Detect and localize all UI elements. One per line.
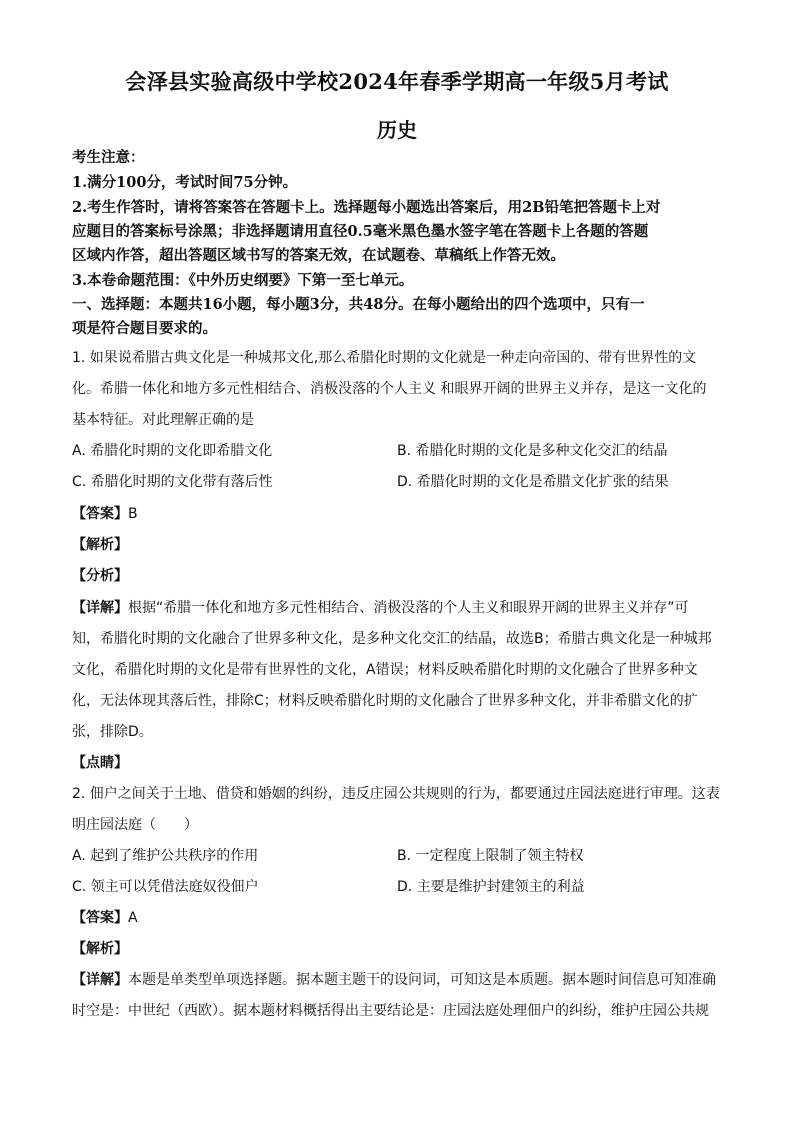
- q1-detail-line-5: 张，排除D。: [72, 724, 153, 740]
- q1-option-d: D. 希腊化时期的文化是希腊文化扩张的结果: [397, 474, 669, 490]
- q1-option-a: A. 希腊化时期的文化即希腊文化: [72, 443, 273, 459]
- notice-item-2-line-1: 2.考生作答时，请将答案答在答题卡上。选择题每小题选出答案后，用2B铅笔把答题卡上对: [72, 199, 661, 216]
- q2-jiexi-label: 【解析】: [72, 941, 128, 957]
- q2-option-d: D. 主要是维护封建领主的利益: [397, 879, 585, 895]
- q1-answer-label: 【答案】: [72, 506, 128, 522]
- q2-detail-label: 【详解】: [72, 972, 128, 988]
- notice-item-3: 3.本卷命题范围：《中外历史纲要》下第一至七单元。: [72, 272, 414, 289]
- notice-heading: 考生注意：: [72, 149, 145, 166]
- q2-detail-line-2: 时空是：中世纪（西欧）。据本题材料概括得出主要结论是：庄园法庭处理佃户的纠纷，维护庄园公共规: [72, 1003, 709, 1019]
- q1-detail-line-4: 化，无法体现其落后性，排除C；材料反映希腊化时期的文化融合了世界多种文化，并非希腊文化的扩: [72, 693, 698, 709]
- q2-option-c: C. 领主可以凭借法庭奴役佃户: [72, 879, 259, 895]
- exam-title: 会泽县实验高级中学校2024年春季学期高一年级5月考试: [125, 69, 669, 94]
- q2-stem-line-2: 明庄园法庭（ ）: [72, 817, 198, 833]
- q1-detail-line-1: [72, 595, 689, 621]
- section-1-line-1: 一、选择题：本题共16小题，每小题3分，共48分。在每小题给出的四个选项中，只有一: [72, 296, 645, 313]
- q1-detail-line-3: 文化，希腊化时期的文化是带有世界性的文化，A错误；材料反映希腊化时期的文化融合了世界多种文: [72, 662, 698, 678]
- q1-option-c: C. 希腊化时期的文化带有落后性: [72, 474, 273, 490]
- notice-item-2-line-2: 应题目的答案标号涂黑；非选择题请用直径0.5毫米黑色墨水签字笔在答题卡上各题的答题: [72, 223, 649, 240]
- q2-detail-line-1: [72, 967, 716, 993]
- q2-answer: [72, 905, 138, 931]
- q1-stem-line-1: 1. 如果说希腊古典文化是一种城邦文化,那么希腊化时期的文化就是一种走向帝国的、带有世界性的文: [72, 350, 697, 366]
- q1-answer: [72, 501, 138, 527]
- q1-option-b: B. 希腊化时期的文化是多种文化交汇的结晶: [397, 443, 668, 459]
- q1-stem-line-3: 基本特征。对此理解正确的是: [72, 412, 254, 428]
- q1-stem-line-2: 化。希腊一体化和地方多元性相结合、消极没落的个人主义 和眼界开阔的世界主义并存，是这一文化的: [72, 381, 707, 397]
- q1-answer-value: B: [128, 506, 138, 522]
- notice-item-1: 1.满分100分，考试时间75分钟。: [72, 174, 298, 191]
- q1-detail-label: 【详解】: [72, 600, 128, 616]
- q2-detail-text-1: 本题是单类型单项选择题。据本题主题干的设问词，可知这是本质题。据本题时间信息可知准确: [128, 972, 716, 988]
- q1-jiexi-label: 【解析】: [72, 537, 128, 553]
- q1-fenxi-label: 【分析】: [72, 568, 128, 584]
- q1-detail-text-1: 根据“希腊一体化和地方多元性相结合、消极没落的个人主义和眼界开阔的世界主义并存”可: [128, 600, 689, 616]
- q2-option-a: A. 起到了维护公共秩序的作用: [72, 848, 259, 864]
- notice-item-2-line-3: 区域内作答，超出答题区域书写的答案无效，在试题卷、草稿纸上作答无效。: [72, 247, 565, 264]
- q2-option-b: B. 一定程度上限制了领主特权: [397, 848, 584, 864]
- q2-stem-line-1: 2. 佃户之间关于土地、借贷和婚姻的纠纷，违反庄园公共规则的行为，都要通过庄园法庭进行审理。这表: [72, 786, 720, 802]
- q2-answer-value: A: [128, 910, 138, 926]
- section-1-line-2: 项是符合题目要求的。: [72, 320, 217, 337]
- q1-dianjing-label: 【点睛】: [72, 755, 128, 771]
- q1-detail-line-2: 知，希腊化时期的文化融合了世界多种文化，是多种文化交汇的结晶，故选B；希腊古典文化是一种城邦: [72, 631, 712, 647]
- q2-answer-label: 【答案】: [72, 910, 128, 926]
- subject-title: 历史: [377, 118, 417, 142]
